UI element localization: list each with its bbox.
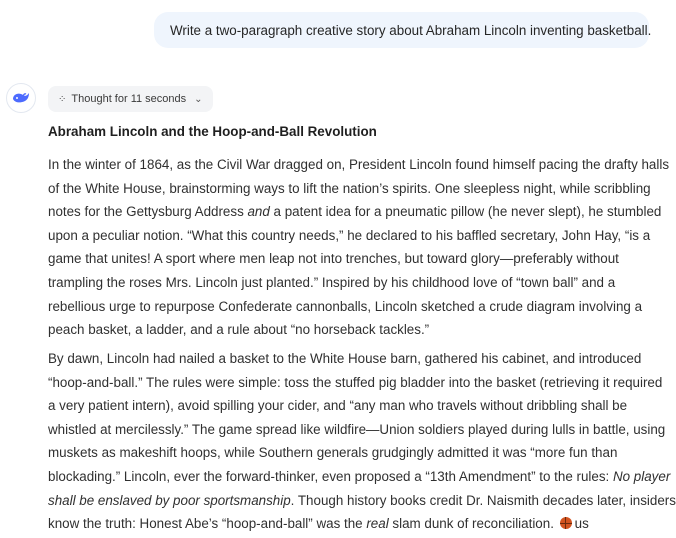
thought-toggle-button[interactable] — [48, 86, 213, 112]
text-run: . Though history books credit Dr. Naismith decades later, insiders — [290, 492, 676, 508]
story-paragraph-2 — [48, 347, 676, 536]
paragraph-line: a very patient intern), avoid spilling your cider, and “any man who travels without dribbling shall be — [48, 398, 628, 414]
paragraph-line — [48, 200, 662, 224]
paragraph-line: whistled at mercilessly.” The game spread like wildfire—Union soldiers played during lulls in battle, using — [48, 421, 666, 437]
assistant-avatar — [6, 83, 36, 113]
italic-text: real — [366, 516, 389, 532]
italic-text: shall be enslaved by poor sportsmanship — [48, 492, 291, 508]
text-run: know the truth: Honest Abe’s “hoop-and-ball” was the — [48, 516, 367, 532]
paragraph-line — [48, 465, 671, 489]
italic-text: and — [247, 204, 270, 220]
story-paragraph-1 — [48, 153, 670, 342]
story-title: Abraham Lincoln and the Hoop-and-Ball Revolution — [48, 124, 377, 139]
text-run: a patent idea for a pneumatic pillow (he never slept), he stumbled — [269, 204, 662, 220]
thinking-icon: ⁘ — [58, 93, 67, 105]
basketball-icon — [560, 517, 572, 529]
paragraph-line: peach basket, a ladder, and a rule about “no horseback tackles.” — [48, 322, 430, 338]
paragraph-line — [48, 489, 676, 513]
text-run: us — [574, 516, 589, 532]
italic-text: No player — [612, 468, 671, 484]
paragraph-line: of the White House, brainstorming ways to lift the nation’s spirits. One sleepless night, while scribbling — [48, 180, 651, 196]
paragraph-line: trampling the roses Mrs. Lincoln just planted.” Inspired by his childhood love of “town ball” and a — [48, 274, 616, 290]
paragraph-line: rebellious urge to repurpose Confederate cannonballs, Lincoln sketched a crude diagram involving a — [48, 298, 643, 314]
paragraph-line: In the winter of 1864, as the Civil War dragged on, President Lincoln found himself pacing the drafty halls — [48, 157, 670, 172]
text-run: blockading.” Lincoln, ever the forward-thinker, even proposed a “13th Amendment” to the rules: — [48, 468, 613, 484]
paragraph-line — [48, 512, 640, 536]
paragraph-line: game that unites! A sport where men leap not into trenches, but toward glory—preferably without — [48, 251, 619, 267]
chevron-down-icon: ⌄ — [194, 93, 203, 105]
text-run: notes for the Gettysburg Address — [48, 204, 248, 220]
paragraph-line: muskets as makeshift hoops, while Southern generals grudgingly admitted it was “more fun than — [48, 445, 618, 461]
whale-logo-icon — [11, 90, 31, 106]
thought-label: Thought for 11 seconds — [71, 93, 187, 105]
user-message-bubble — [154, 12, 652, 48]
paragraph-line: upon a peculiar notion. “What this country needs,” he declared to his baffled secretary, John Hay, “is a — [48, 227, 651, 243]
text-run: slam dunk of reconciliation. — [388, 516, 558, 532]
paragraph-line: “hoop-and-ball.” The rules were simple: toss the stuffed pig bladder into the basket (retrieving it required — [48, 374, 663, 390]
user-message-text: Write a two-paragraph creative story about Abraham Lincoln inventing basketball. — [170, 22, 652, 38]
paragraph-line: By dawn, Lincoln had nailed a basket to the White House barn, gathered his cabinet, and introduced — [48, 351, 642, 366]
